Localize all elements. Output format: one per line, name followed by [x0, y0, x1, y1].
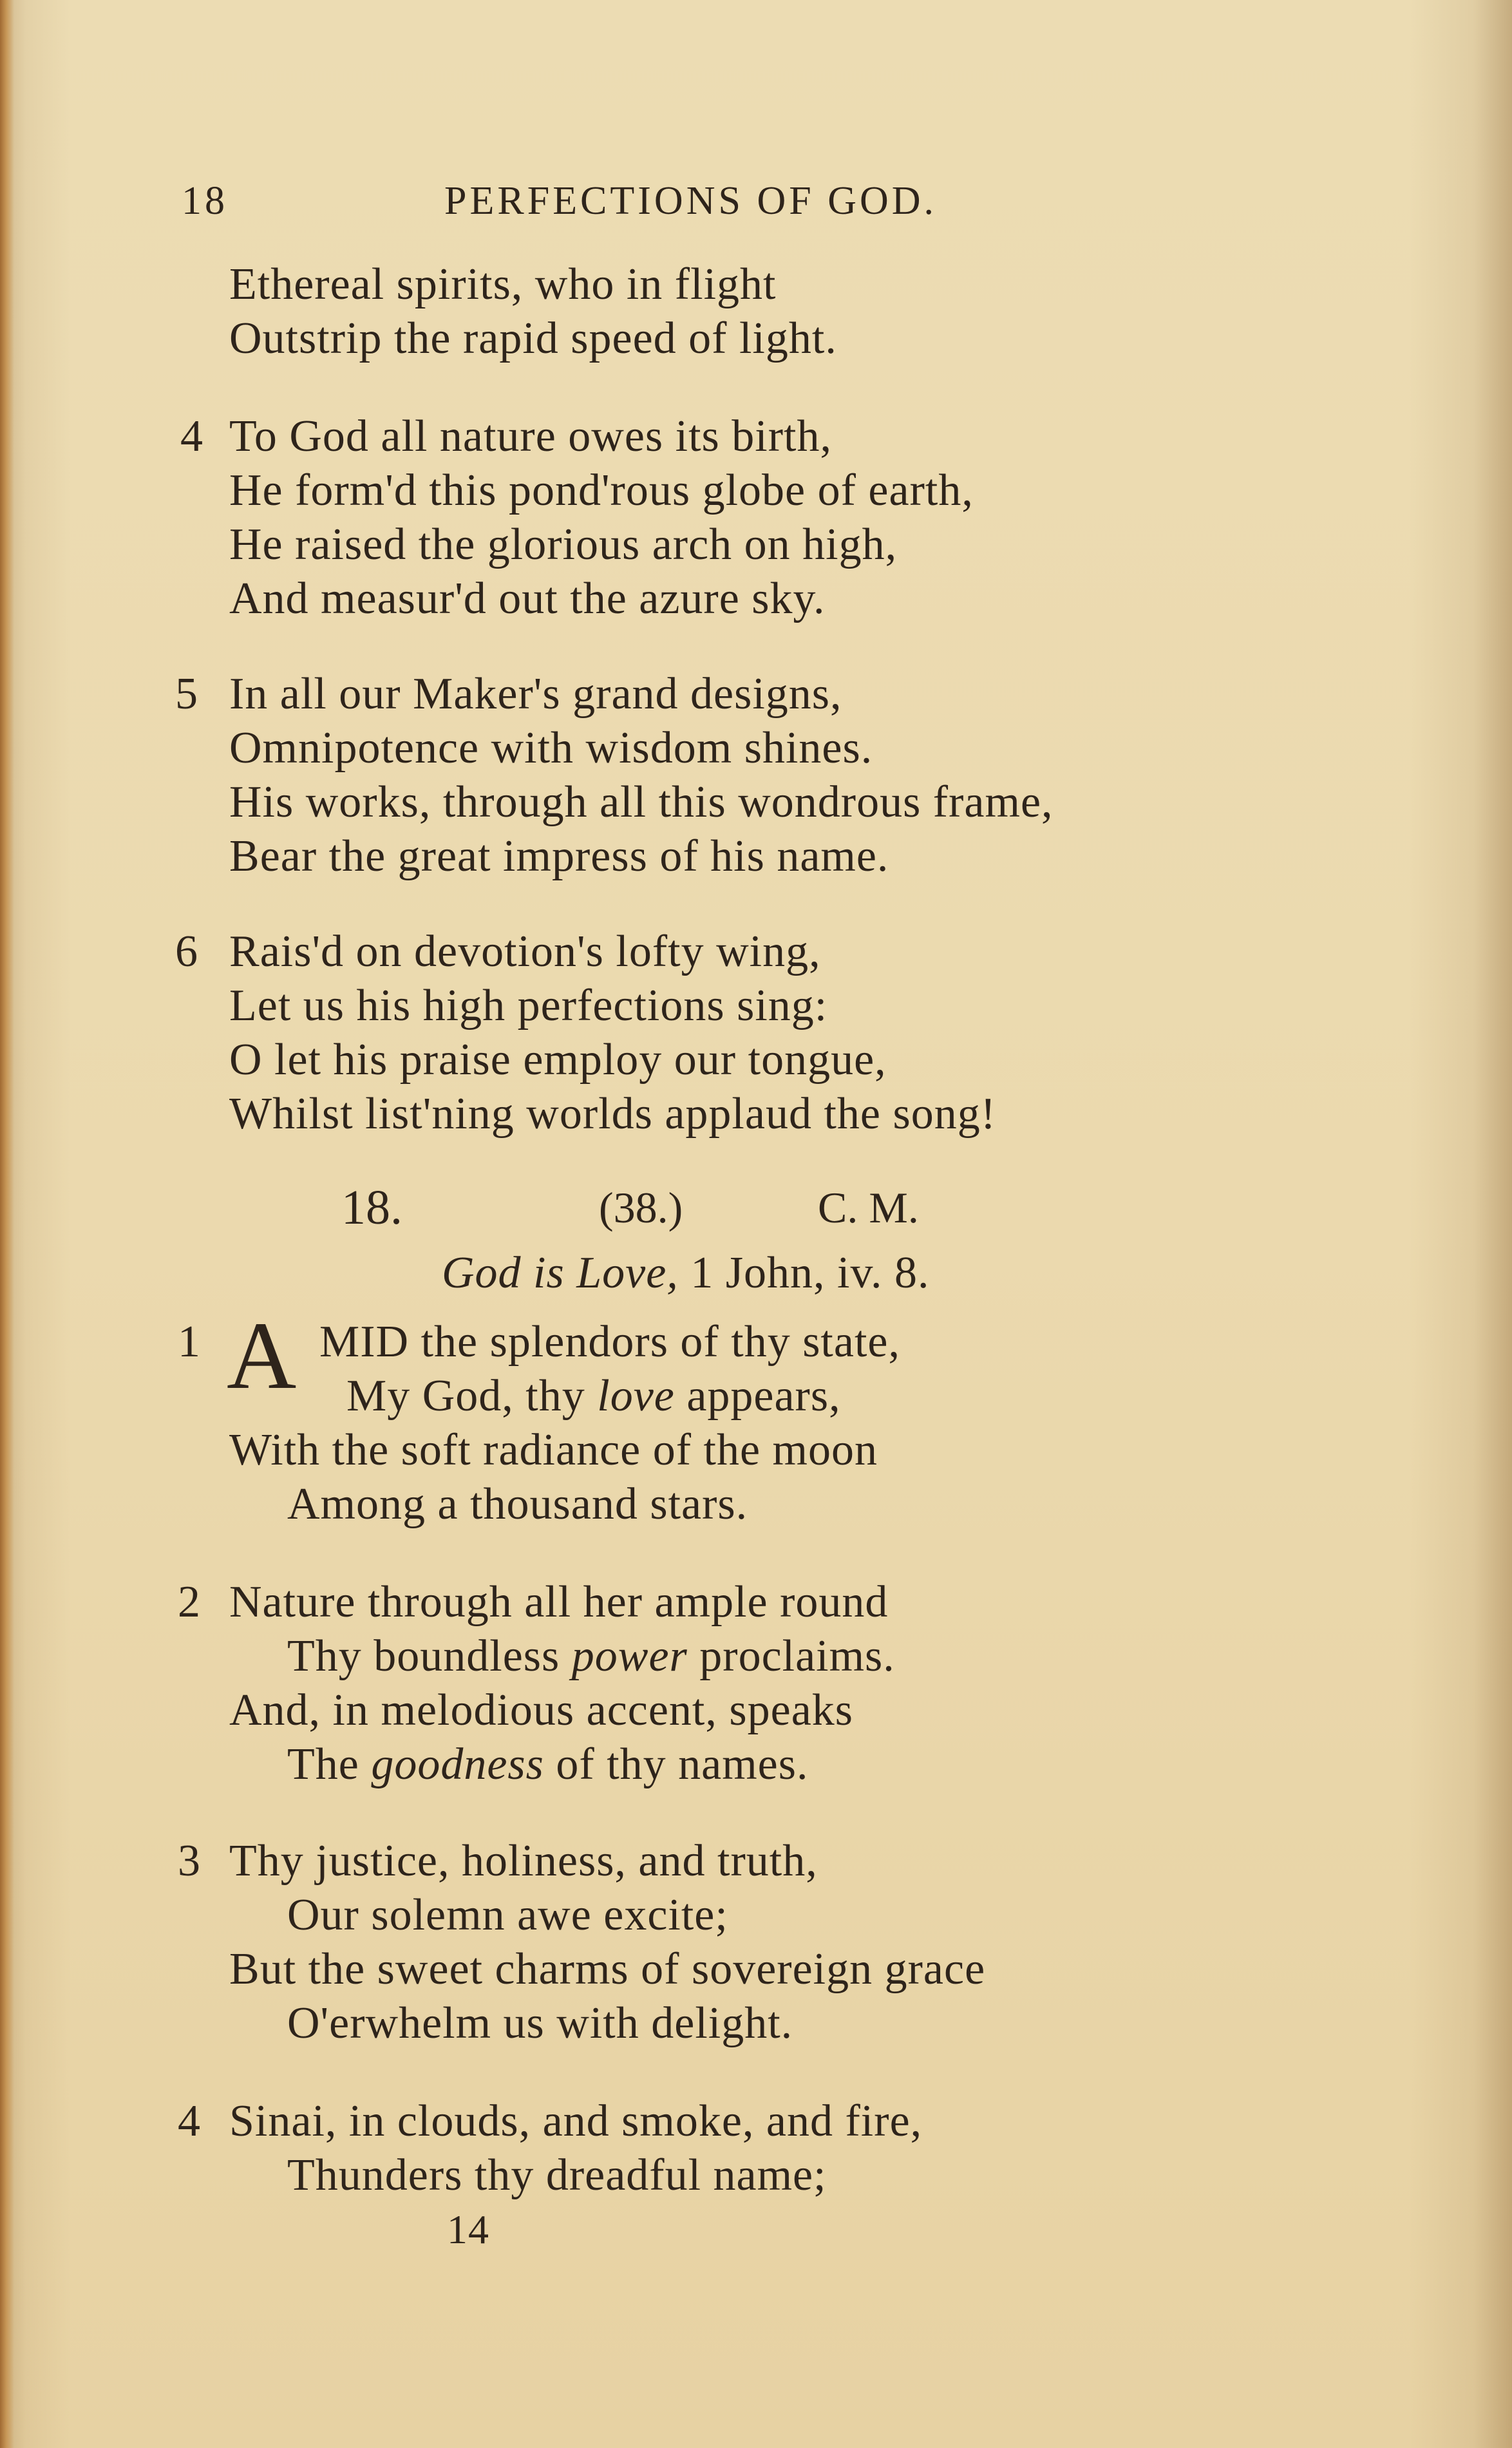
verse-line: In all our Maker's grand designs,: [229, 669, 842, 719]
stanza-number: 6: [175, 927, 198, 976]
verse-line: Rais'd on devotion's lofty wing,: [229, 927, 821, 976]
verse-line: MID the splendors of thy state,: [319, 1317, 900, 1367]
verse-line: Outstrip the rapid speed of light.: [229, 314, 837, 363]
hymn-number: 18.: [341, 1181, 402, 1235]
verse-line: Among a thousand stars.: [287, 1479, 748, 1529]
verse-line: And, in melodious accent, speaks: [229, 1685, 854, 1735]
binding-edge: [0, 0, 14, 2448]
emphasis: power: [571, 1631, 688, 1681]
meter: C. M.: [818, 1183, 919, 1232]
verse-line: Nature through all her ample round: [229, 1577, 889, 1627]
verse-line: Omnipotence with wisdom shines.: [229, 723, 873, 773]
tune-reference: (38.): [599, 1183, 683, 1232]
running-title: PERFECTIONS OF GOD.: [444, 179, 938, 223]
verse-line: To God all nature owes its birth,: [229, 412, 832, 461]
hymn-subtitle-italic: God is Love,: [442, 1248, 679, 1298]
emphasis: goodness: [371, 1740, 544, 1789]
verse-line: He raised the glorious arch on high,: [229, 520, 898, 569]
signature-mark: 14: [447, 2206, 489, 2252]
scripture-reference: 1 John, iv. 8.: [690, 1248, 930, 1298]
stanza-number: 4: [178, 2096, 200, 2146]
stanza-number: 3: [178, 1836, 200, 1886]
verse-line: With the soft radiance of the moon: [229, 1425, 878, 1475]
verse-line: He form'd this pond'rous globe of earth,: [229, 466, 974, 515]
verse-line: Sinai, in clouds, and smoke, and fire,: [229, 2096, 923, 2146]
page-number: 18: [182, 179, 228, 223]
verse-text: appears,: [674, 1371, 841, 1421]
verse-line: But the sweet charms of sovereign grace: [229, 1944, 986, 1994]
verse-line: O let his praise employ our tongue,: [229, 1035, 887, 1085]
stanza-number: 2: [178, 1577, 200, 1627]
verse-line: His works, through all this wondrous frame,: [229, 777, 1054, 827]
verse-text: The: [287, 1740, 372, 1789]
verse-text: Thy boundless: [287, 1631, 572, 1681]
verse-line: Whilst list'ning worlds applaud the song!: [229, 1089, 997, 1139]
verse-line: [287, 1738, 808, 1792]
verse-line: Our solemn awe excite;: [287, 1890, 728, 1940]
verse-line: Thy justice, holiness, and truth,: [229, 1836, 818, 1886]
stanza-number: 4: [180, 412, 203, 461]
verse-line: Thunders thy dreadful name;: [287, 2150, 827, 2200]
verse-line: Ethereal spirits, who in flight: [229, 260, 777, 309]
verse-line: [287, 1629, 895, 1684]
emphasis: love: [597, 1371, 675, 1421]
verse-line: And measur'd out the azure sky.: [229, 574, 826, 623]
verse-line: Bear the great impress of his name.: [229, 831, 889, 881]
verse-text: My God, thy: [346, 1371, 598, 1421]
verse-text: of thy names.: [543, 1740, 809, 1789]
hymn-subtitle: [442, 1246, 929, 1300]
verse-line: [346, 1369, 841, 1423]
verse-text: proclaims.: [687, 1631, 895, 1681]
stanza-number: 5: [175, 669, 198, 719]
verse-line: Let us his high perfections sing:: [229, 981, 828, 1030]
drop-cap: A: [227, 1302, 297, 1409]
stanza-number: 1: [178, 1317, 200, 1367]
verse-line: O'erwhelm us with delight.: [287, 1998, 793, 2048]
